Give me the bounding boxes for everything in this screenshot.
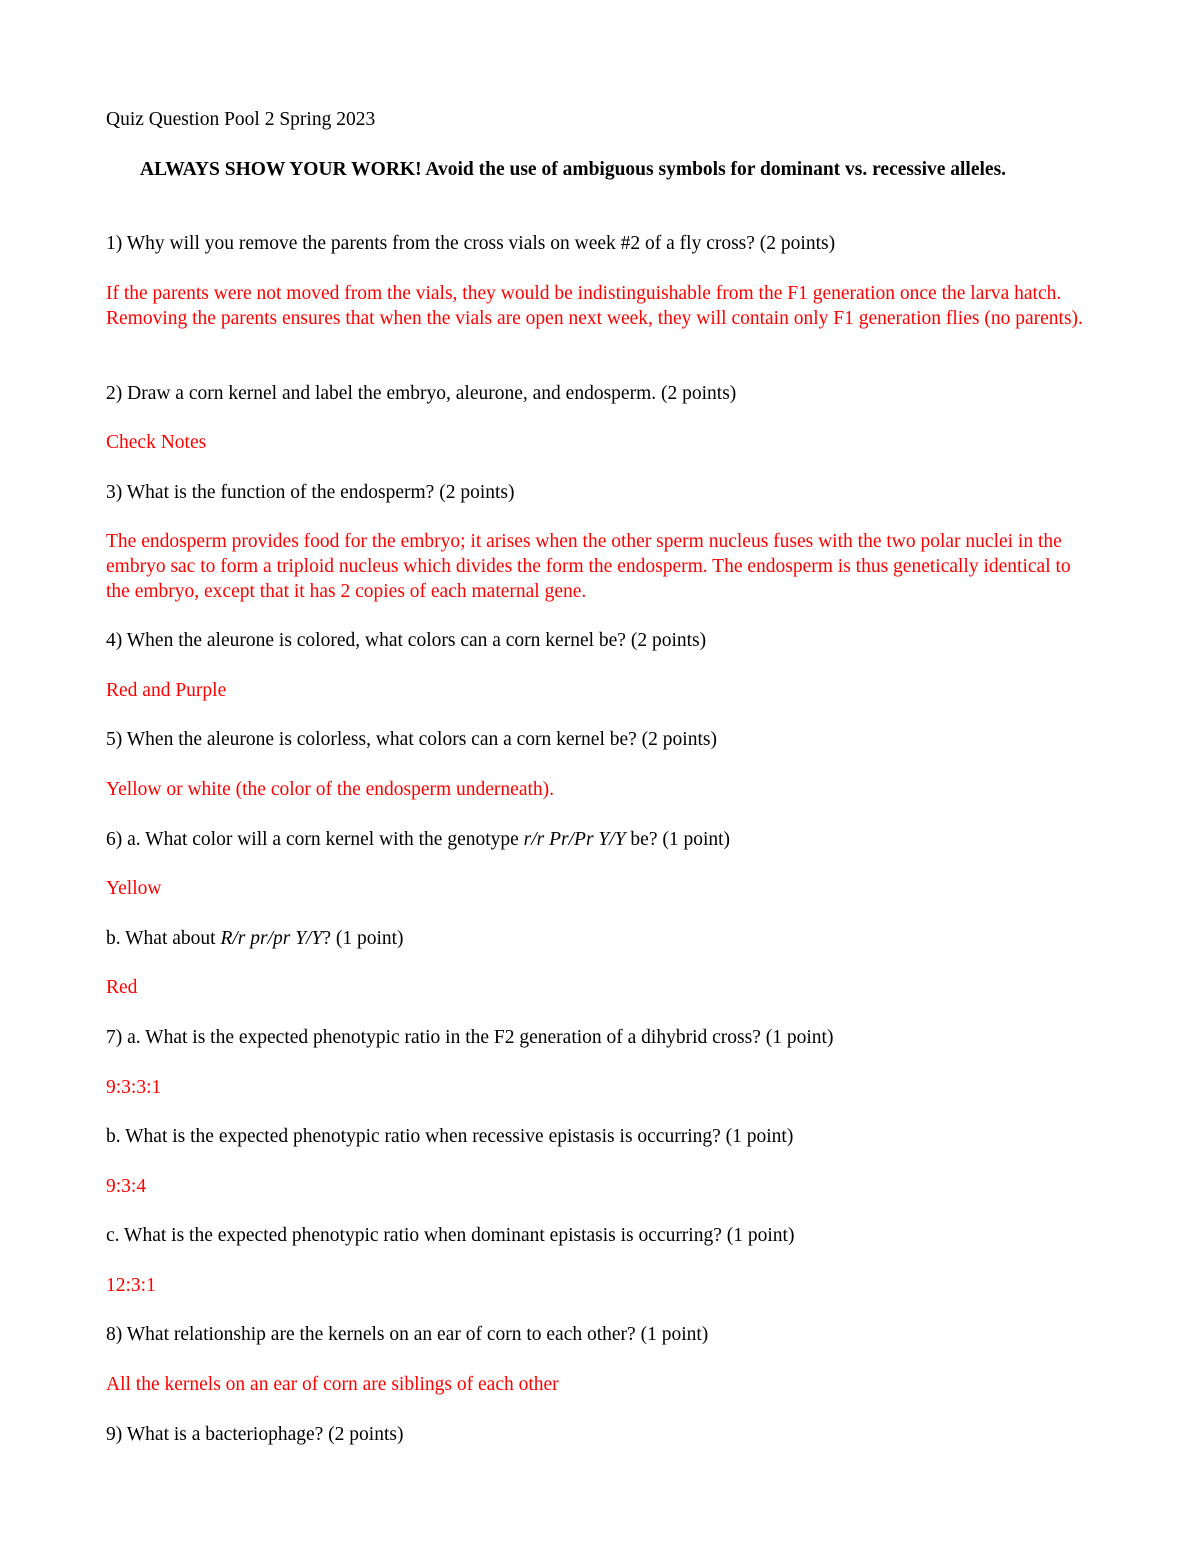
- question-7b: b. What is the expected phenotypic ratio when recessive epistasis is occurring? (1 point): [106, 1126, 794, 1147]
- question-7a: 7) a. What is the expected phenotypic ratio in the F2 generation of a dihybrid cross? (1 point): [106, 1027, 834, 1048]
- answer-6a: Yellow: [106, 878, 162, 899]
- answer-7b: 9:3:4: [106, 1176, 147, 1197]
- question-6b-suffix: ? (1 point): [322, 928, 404, 949]
- question-6a-suffix: be? (1 point): [625, 829, 731, 850]
- question-7c: c. What is the expected phenotypic ratio when dominant epistasis is occurring? (1 point): [106, 1225, 795, 1246]
- question-6a: [106, 827, 1096, 852]
- question-8: 8) What relationship are the kernels on an ear of corn to each other? (1 point): [106, 1324, 709, 1345]
- answer-1: If the parents were not moved from the vials, they would be indistinguishable from the F1 generation once the larva hatch. Removing the parents ensures that when the vials are open next week, they will contain only F1 generation flies (no parents).: [106, 283, 1083, 329]
- question-4: 4) When the aleurone is colored, what colors can a corn kernel be? (2 points): [106, 630, 707, 651]
- question-5: 5) When the aleurone is colorless, what colors can a corn kernel be? (2 points): [106, 729, 717, 750]
- answer-5: Yellow or white (the color of the endosperm underneath).: [106, 779, 555, 800]
- answer-2: Check Notes: [106, 432, 207, 453]
- question-1: 1) Why will you remove the parents from the cross vials on week #2 of a fly cross? (2 points): [106, 233, 836, 254]
- answer-3: The endosperm provides food for the embryo; it arises when the other sperm nucleus fuses with the two polar nuclei in the embryo sac to form a triploid nucleus which divides the form the endosperm. The endosperm is thus genetically identical to the embryo, except that it has 2 copies of each maternal gene.: [106, 531, 1071, 602]
- question-9: 9) What is a bacteriophage? (2 points): [106, 1424, 404, 1445]
- question-6b: [106, 926, 1096, 951]
- answer-6b: Red: [106, 977, 138, 998]
- instructions: ALWAYS SHOW YOUR WORK! Avoid the use of ambiguous symbols for dominant vs. recessive alleles.: [140, 159, 1007, 180]
- answer-7a: 9:3:3:1: [106, 1077, 162, 1098]
- answer-7c: 12:3:1: [106, 1275, 156, 1296]
- question-2: 2) Draw a corn kernel and label the embryo, aleurone, and endosperm. (2 points): [106, 383, 737, 404]
- page-title: Quiz Question Pool 2 Spring 2023: [106, 109, 376, 130]
- answer-4: Red and Purple: [106, 680, 227, 701]
- answer-8: All the kernels on an ear of corn are siblings of each other: [106, 1374, 559, 1395]
- question-3: 3) What is the function of the endosperm? (2 points): [106, 482, 515, 503]
- question-6a-prefix: 6) a. What color will a corn kernel with the genotype: [106, 829, 524, 850]
- question-6b-prefix: b. What about: [106, 928, 221, 949]
- question-6a-genotype: r/r Pr/Pr Y/Y: [523, 829, 626, 850]
- question-6b-genotype: R/r pr/pr Y/Y: [220, 928, 323, 949]
